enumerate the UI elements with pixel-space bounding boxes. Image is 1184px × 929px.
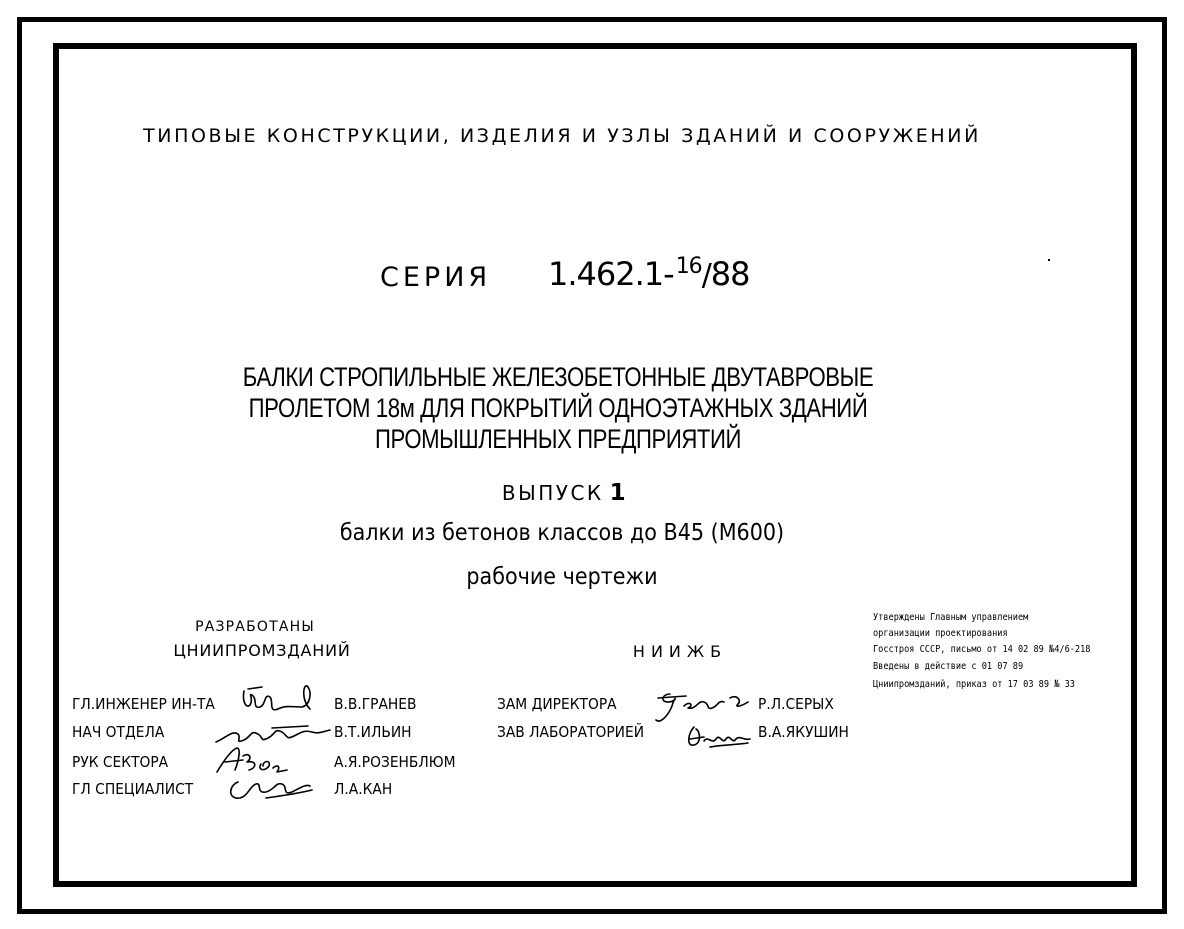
- series-label: СЕРИЯ: [380, 262, 492, 293]
- signature-ilyin: [212, 722, 332, 746]
- signatory-name: Р.Л.СЕРЫХ: [758, 695, 834, 713]
- issue-description: балки из бетонов классов до В45 (М600): [339, 520, 785, 546]
- signatory-position: ГЛ СПЕЦИАЛИСТ: [72, 780, 194, 798]
- signatory-position: ЗАМ ДИРЕКТОРА: [497, 695, 617, 713]
- signatory-name: В.А.ЯКУШИН: [758, 723, 849, 741]
- series-number: [548, 256, 750, 291]
- document-title-line-2: ПРОЛЕТОМ 18м ДЛЯ ПОКРЫТИЙ ОДНОЭТАЖНЫХ ЗДАНИЙ: [248, 393, 868, 423]
- drawings-label: рабочие чертежи: [466, 564, 658, 590]
- signatory-position: ГЛ.ИНЖЕНЕР ИН-ТА: [72, 695, 215, 713]
- signature-granev: [238, 683, 318, 719]
- signature-kan: [226, 778, 316, 804]
- approval-line-2: организации проектирования: [873, 628, 1008, 639]
- signatory-name: А.Я.РОЗЕНБЛЮМ: [334, 753, 456, 771]
- developed-by-label: РАЗРАБОТАНЫ: [195, 619, 315, 635]
- approval-line-3: Госстроя СССР, письмо от 14 02 89 №4/6-218: [873, 644, 1091, 655]
- signatory-position: ЗАВ ЛАБОРАТОРИЕЙ: [497, 723, 645, 741]
- signatory-name: В.В.ГРАНЕВ: [334, 695, 417, 713]
- approval-line-4: Введены в действие с 01 07 89: [873, 661, 1024, 672]
- signature-yakushin: [684, 723, 754, 751]
- signatory-position: РУК СЕКТОРА: [72, 753, 169, 771]
- series-number-main: 1.462.1-: [548, 255, 674, 293]
- signatory-name: В.Т.ИЛЬИН: [334, 723, 412, 741]
- issue-label: ВЫПУСК: [501, 481, 604, 505]
- issue-number: 1: [609, 480, 629, 506]
- developer-org: ЦНИИПРОМЗДАНИЙ: [173, 641, 351, 660]
- series-number-sup: 16: [675, 254, 702, 279]
- signatory-position: НАЧ ОТДЕЛА: [72, 723, 165, 741]
- issue-heading: [502, 482, 628, 505]
- document-title-line-3: ПРОМЫШЛЕННЫХ ПРЕДПРИЯТИЙ: [374, 424, 742, 454]
- signature-rozenblyum: [213, 746, 293, 776]
- series-number-year: 88: [710, 255, 750, 293]
- approval-line-1: Утверждены Главным управлением: [873, 612, 1029, 623]
- second-org: НИИЖБ: [632, 642, 728, 661]
- org-header: ТИПОВЫЕ КОНСТРУКЦИИ, ИЗДЕЛИЯ И УЗЛЫ ЗДАНИЙ И СООРУЖЕНИЙ: [143, 125, 981, 147]
- signatory-name: Л.А.КАН: [334, 780, 393, 798]
- speck: [1048, 259, 1050, 261]
- approval-line-5: Цниипромзданий, приказ от 17 03 89 № 33: [873, 679, 1075, 690]
- series-number-slash: /: [701, 258, 711, 293]
- document-title-line-1: БАЛКИ СТРОПИЛЬНЫЕ ЖЕЛЕЗОБЕТОННЫЕ ДВУТАВРОВЫЕ: [242, 362, 874, 392]
- signature-serykh: [652, 686, 752, 726]
